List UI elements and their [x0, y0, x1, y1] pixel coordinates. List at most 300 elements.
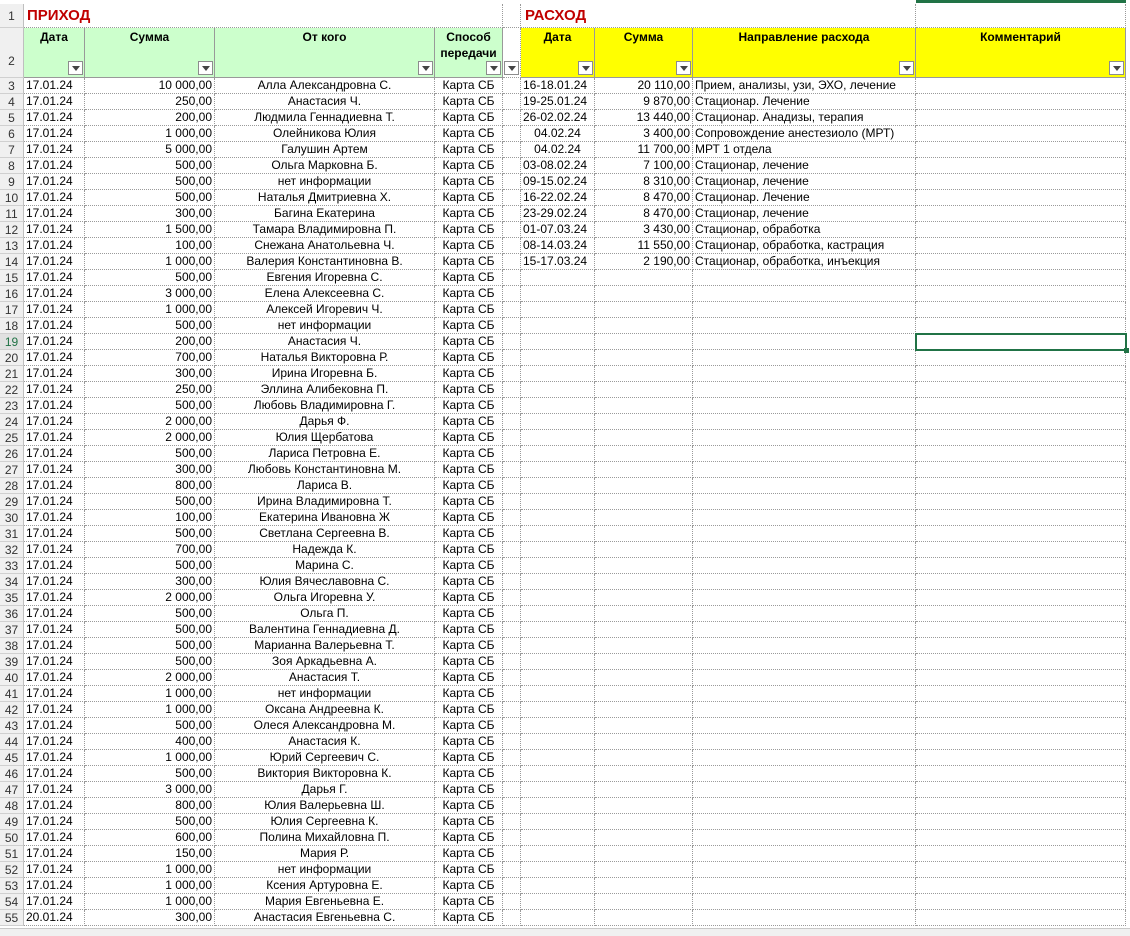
expense-date-cell[interactable]: 09-15.02.24: [521, 174, 595, 190]
empty-cell[interactable]: [503, 686, 521, 702]
row-header[interactable]: 20: [0, 350, 24, 366]
row-header[interactable]: 44: [0, 734, 24, 750]
expense-comment-cell[interactable]: [916, 78, 1126, 94]
income-amount-cell[interactable]: 400,00: [85, 734, 215, 750]
income-date-cell[interactable]: 17.01.24: [24, 558, 85, 574]
empty-cell[interactable]: [503, 542, 521, 558]
income-from-cell[interactable]: Багина Екатерина: [215, 206, 435, 222]
income-date-cell[interactable]: 17.01.24: [24, 430, 85, 446]
income-method-cell[interactable]: Карта СБ: [435, 398, 503, 414]
income-from-cell[interactable]: Евгения Игоревна С.: [215, 270, 435, 286]
row-header[interactable]: 38: [0, 638, 24, 654]
selected-cell-outline[interactable]: [915, 333, 1127, 351]
expense-direction-cell[interactable]: [693, 382, 916, 398]
row-header[interactable]: 47: [0, 782, 24, 798]
empty-cell[interactable]: [503, 654, 521, 670]
expense-direction-header[interactable]: [693, 28, 916, 78]
income-from-cell[interactable]: Анастасия Ч.: [215, 334, 435, 350]
expense-comment-cell[interactable]: [916, 158, 1126, 174]
income-amount-cell[interactable]: 1 000,00: [85, 862, 215, 878]
expense-comment-cell[interactable]: [916, 110, 1126, 126]
expense-date-cell[interactable]: 23-29.02.24: [521, 206, 595, 222]
empty-cell[interactable]: [503, 110, 521, 126]
expense-amount-cell[interactable]: 13 440,00: [595, 110, 693, 126]
empty-cell[interactable]: [503, 734, 521, 750]
income-from-cell[interactable]: Наталья Викторовна Р.: [215, 350, 435, 366]
income-amount-cell[interactable]: 10 000,00: [85, 78, 215, 94]
income-date-cell[interactable]: 17.01.24: [24, 782, 85, 798]
row-header[interactable]: 43: [0, 718, 24, 734]
income-date-cell[interactable]: 17.01.24: [24, 302, 85, 318]
filter-dropdown-icon[interactable]: [578, 61, 593, 75]
income-from-cell[interactable]: Наталья Дмитриевна Х.: [215, 190, 435, 206]
income-from-cell[interactable]: Елена Алексеевна С.: [215, 286, 435, 302]
row-header[interactable]: 15: [0, 270, 24, 286]
expense-amount-cell[interactable]: [595, 590, 693, 606]
expense-direction-cell[interactable]: [693, 318, 916, 334]
expense-comment-cell[interactable]: [916, 846, 1126, 862]
expense-amount-cell[interactable]: 8 470,00: [595, 206, 693, 222]
income-from-cell[interactable]: Снежана Анатольевна Ч.: [215, 238, 435, 254]
income-from-cell[interactable]: Марианна Валерьевна Т.: [215, 638, 435, 654]
expense-amount-cell[interactable]: [595, 302, 693, 318]
row-header[interactable]: 54: [0, 894, 24, 910]
row-header[interactable]: 14: [0, 254, 24, 270]
income-method-cell[interactable]: Карта СБ: [435, 190, 503, 206]
expense-direction-cell[interactable]: [693, 910, 916, 926]
empty-cell[interactable]: [503, 830, 521, 846]
row-header[interactable]: 52: [0, 862, 24, 878]
expense-amount-cell[interactable]: 3 430,00: [595, 222, 693, 238]
expense-comment-cell[interactable]: [916, 526, 1126, 542]
income-from-cell[interactable]: Галушин Артем: [215, 142, 435, 158]
income-amount-cell[interactable]: 300,00: [85, 574, 215, 590]
income-amount-cell[interactable]: 200,00: [85, 110, 215, 126]
empty-cell[interactable]: [503, 350, 521, 366]
expense-date-cell[interactable]: [521, 878, 595, 894]
income-date-cell[interactable]: 17.01.24: [24, 878, 85, 894]
expense-date-cell[interactable]: [521, 638, 595, 654]
income-amount-cell[interactable]: 500,00: [85, 814, 215, 830]
row-header[interactable]: 29: [0, 494, 24, 510]
income-method-cell[interactable]: Карта СБ: [435, 862, 503, 878]
expense-amount-cell[interactable]: [595, 814, 693, 830]
expense-direction-cell[interactable]: [693, 686, 916, 702]
income-amount-cell[interactable]: 300,00: [85, 462, 215, 478]
expense-amount-cell[interactable]: [595, 414, 693, 430]
income-method-cell[interactable]: Карта СБ: [435, 702, 503, 718]
income-date-cell[interactable]: 17.01.24: [24, 734, 85, 750]
income-date-cell[interactable]: 17.01.24: [24, 702, 85, 718]
income-amount-cell[interactable]: 1 000,00: [85, 702, 215, 718]
row-header[interactable]: 5: [0, 110, 24, 126]
expense-comment-cell[interactable]: [916, 366, 1126, 382]
row-header[interactable]: 40: [0, 670, 24, 686]
expense-direction-cell[interactable]: [693, 558, 916, 574]
empty-cell[interactable]: [503, 894, 521, 910]
income-date-cell[interactable]: 17.01.24: [24, 286, 85, 302]
expense-date-cell[interactable]: [521, 558, 595, 574]
row-header[interactable]: 4: [0, 94, 24, 110]
empty-cell[interactable]: [503, 174, 521, 190]
expense-amount-cell[interactable]: 8 310,00: [595, 174, 693, 190]
income-date-cell[interactable]: 17.01.24: [24, 110, 85, 126]
income-method-cell[interactable]: Карта СБ: [435, 302, 503, 318]
expense-date-cell[interactable]: 01-07.03.24: [521, 222, 595, 238]
expense-amount-cell[interactable]: 9 870,00: [595, 94, 693, 110]
empty-cell[interactable]: [503, 558, 521, 574]
income-amount-cell[interactable]: 600,00: [85, 830, 215, 846]
income-amount-cell[interactable]: 500,00: [85, 638, 215, 654]
income-method-cell[interactable]: Карта СБ: [435, 510, 503, 526]
expense-date-cell[interactable]: [521, 846, 595, 862]
income-method-cell[interactable]: Карта СБ: [435, 462, 503, 478]
expense-amount-cell[interactable]: [595, 398, 693, 414]
empty-cell[interactable]: [503, 446, 521, 462]
income-date-cell[interactable]: 17.01.24: [24, 254, 85, 270]
income-date-cell[interactable]: 17.01.24: [24, 686, 85, 702]
empty-cell[interactable]: [503, 414, 521, 430]
expense-direction-cell[interactable]: [693, 478, 916, 494]
income-amount-cell[interactable]: 3 000,00: [85, 286, 215, 302]
income-method-cell[interactable]: Карта СБ: [435, 366, 503, 382]
expense-comment-cell[interactable]: [916, 894, 1126, 910]
income-date-cell[interactable]: 17.01.24: [24, 78, 85, 94]
empty-cell[interactable]: [916, 4, 1126, 28]
expense-comment-cell[interactable]: [916, 350, 1126, 366]
row-header[interactable]: 48: [0, 798, 24, 814]
expense-direction-cell[interactable]: Сопровождение анестезиоло (МРТ): [693, 126, 916, 142]
expense-amount-cell[interactable]: [595, 286, 693, 302]
expense-date-cell[interactable]: [521, 510, 595, 526]
expense-date-cell[interactable]: [521, 382, 595, 398]
expense-amount-cell[interactable]: [595, 862, 693, 878]
row-header[interactable]: 28: [0, 478, 24, 494]
filter-dropdown-icon[interactable]: [899, 61, 914, 75]
income-date-cell[interactable]: 17.01.24: [24, 670, 85, 686]
expense-date-cell[interactable]: [521, 686, 595, 702]
income-amount-cell[interactable]: 500,00: [85, 158, 215, 174]
expense-amount-cell[interactable]: 20 110,00: [595, 78, 693, 94]
expense-direction-cell[interactable]: [693, 542, 916, 558]
income-from-cell[interactable]: Людмила Геннадиевна Т.: [215, 110, 435, 126]
filter-dropdown-icon[interactable]: [504, 61, 519, 75]
income-method-cell[interactable]: Карта СБ: [435, 478, 503, 494]
expense-comment-cell[interactable]: [916, 670, 1126, 686]
income-method-cell[interactable]: Карта СБ: [435, 286, 503, 302]
expense-direction-cell[interactable]: [693, 398, 916, 414]
expense-direction-cell[interactable]: [693, 526, 916, 542]
income-amount-cell[interactable]: 1 000,00: [85, 254, 215, 270]
expense-amount-cell[interactable]: [595, 558, 693, 574]
expense-direction-cell[interactable]: [693, 798, 916, 814]
row-header[interactable]: 42: [0, 702, 24, 718]
expense-date-cell[interactable]: 19-25.01.24: [521, 94, 595, 110]
income-amount-cell[interactable]: 500,00: [85, 766, 215, 782]
expense-date-cell[interactable]: 26-02.02.24: [521, 110, 595, 126]
income-method-cell[interactable]: Карта СБ: [435, 766, 503, 782]
income-method-cell[interactable]: Карта СБ: [435, 558, 503, 574]
income-method-cell[interactable]: Карта СБ: [435, 590, 503, 606]
empty-cell[interactable]: [503, 206, 521, 222]
income-amount-cell[interactable]: 250,00: [85, 94, 215, 110]
filter-dropdown-icon[interactable]: [418, 61, 433, 75]
income-amount-cell[interactable]: 1 000,00: [85, 894, 215, 910]
income-method-cell[interactable]: Карта СБ: [435, 830, 503, 846]
income-date-cell[interactable]: 17.01.24: [24, 398, 85, 414]
expense-direction-cell[interactable]: [693, 654, 916, 670]
expense-comment-cell[interactable]: [916, 94, 1126, 110]
income-date-cell[interactable]: 17.01.24: [24, 862, 85, 878]
empty-cell[interactable]: [503, 526, 521, 542]
income-amount-cell[interactable]: 1 000,00: [85, 750, 215, 766]
expense-comment-cell[interactable]: [916, 750, 1126, 766]
row-header[interactable]: 51: [0, 846, 24, 862]
row-header[interactable]: 50: [0, 830, 24, 846]
row-header[interactable]: 21: [0, 366, 24, 382]
empty-cell[interactable]: [503, 670, 521, 686]
income-method-cell[interactable]: Карта СБ: [435, 382, 503, 398]
expense-amount-cell[interactable]: [595, 718, 693, 734]
row-header[interactable]: 9: [0, 174, 24, 190]
expense-date-cell[interactable]: [521, 430, 595, 446]
income-date-cell[interactable]: 17.01.24: [24, 382, 85, 398]
expense-date-cell[interactable]: [521, 862, 595, 878]
income-from-cell[interactable]: Марина С.: [215, 558, 435, 574]
empty-cell[interactable]: [503, 750, 521, 766]
expense-amount-cell[interactable]: [595, 446, 693, 462]
income-amount-header[interactable]: [85, 28, 215, 78]
expense-direction-cell[interactable]: [693, 814, 916, 830]
expense-date-cell[interactable]: [521, 526, 595, 542]
row-header[interactable]: 30: [0, 510, 24, 526]
row-header[interactable]: 17: [0, 302, 24, 318]
income-amount-cell[interactable]: 500,00: [85, 270, 215, 286]
expense-date-cell[interactable]: [521, 462, 595, 478]
row-header[interactable]: 10: [0, 190, 24, 206]
expense-comment-cell[interactable]: [916, 910, 1126, 926]
expense-comment-cell[interactable]: [916, 686, 1126, 702]
income-method-cell[interactable]: Карта СБ: [435, 446, 503, 462]
expense-comment-cell[interactable]: [916, 430, 1126, 446]
expense-direction-cell[interactable]: [693, 846, 916, 862]
expense-direction-cell[interactable]: [693, 510, 916, 526]
empty-cell[interactable]: [503, 382, 521, 398]
income-date-cell[interactable]: 17.01.24: [24, 766, 85, 782]
row-header[interactable]: 27: [0, 462, 24, 478]
income-method-cell[interactable]: Карта СБ: [435, 142, 503, 158]
row-header[interactable]: 34: [0, 574, 24, 590]
row-header[interactable]: 31: [0, 526, 24, 542]
expense-direction-cell[interactable]: [693, 574, 916, 590]
expense-date-cell[interactable]: [521, 302, 595, 318]
empty-cell[interactable]: [503, 814, 521, 830]
row-header[interactable]: 36: [0, 606, 24, 622]
expense-comment-cell[interactable]: [916, 654, 1126, 670]
expense-comment-cell[interactable]: [916, 766, 1126, 782]
income-date-cell[interactable]: 17.01.24: [24, 830, 85, 846]
empty-cell[interactable]: [503, 510, 521, 526]
expense-direction-cell[interactable]: [693, 830, 916, 846]
row-header[interactable]: 8: [0, 158, 24, 174]
empty-cell[interactable]: [503, 910, 521, 926]
income-date-cell[interactable]: 17.01.24: [24, 462, 85, 478]
row-header[interactable]: 26: [0, 446, 24, 462]
expense-direction-cell[interactable]: [693, 862, 916, 878]
income-amount-cell[interactable]: 1 000,00: [85, 302, 215, 318]
income-method-cell[interactable]: Карта СБ: [435, 878, 503, 894]
expense-direction-cell[interactable]: [693, 782, 916, 798]
empty-cell[interactable]: [503, 254, 521, 270]
income-method-cell[interactable]: Карта СБ: [435, 94, 503, 110]
income-from-cell[interactable]: Тамара Владимировна П.: [215, 222, 435, 238]
income-from-cell[interactable]: Лариса В.: [215, 478, 435, 494]
empty-cell[interactable]: [503, 302, 521, 318]
expense-date-cell[interactable]: [521, 270, 595, 286]
row-header[interactable]: 49: [0, 814, 24, 830]
row-header[interactable]: 12: [0, 222, 24, 238]
income-amount-cell[interactable]: 800,00: [85, 478, 215, 494]
income-from-cell[interactable]: Мария Евгеньевна Е.: [215, 894, 435, 910]
expense-date-cell[interactable]: [521, 750, 595, 766]
income-amount-cell[interactable]: 2 000,00: [85, 430, 215, 446]
expense-amount-cell[interactable]: [595, 654, 693, 670]
expense-comment-cell[interactable]: [916, 446, 1126, 462]
income-date-cell[interactable]: 17.01.24: [24, 142, 85, 158]
income-amount-cell[interactable]: 250,00: [85, 382, 215, 398]
expense-comment-cell[interactable]: [916, 494, 1126, 510]
income-amount-cell[interactable]: 700,00: [85, 350, 215, 366]
expense-direction-cell[interactable]: Стационар, лечение: [693, 174, 916, 190]
expense-comment-cell[interactable]: [916, 606, 1126, 622]
expense-amount-cell[interactable]: [595, 798, 693, 814]
income-method-cell[interactable]: Карта СБ: [435, 414, 503, 430]
row-header[interactable]: 53: [0, 878, 24, 894]
expense-date-cell[interactable]: [521, 782, 595, 798]
expense-amount-cell[interactable]: 3 400,00: [595, 126, 693, 142]
row-header[interactable]: 2: [0, 28, 24, 78]
expense-date-cell[interactable]: [521, 318, 595, 334]
row-header[interactable]: 23: [0, 398, 24, 414]
income-from-cell[interactable]: Анастасия К.: [215, 734, 435, 750]
income-method-cell[interactable]: Карта СБ: [435, 110, 503, 126]
expense-direction-cell[interactable]: [693, 718, 916, 734]
income-date-cell[interactable]: 17.01.24: [24, 510, 85, 526]
empty-cell[interactable]: [503, 334, 521, 350]
expense-amount-cell[interactable]: [595, 622, 693, 638]
income-method-cell[interactable]: Карта СБ: [435, 494, 503, 510]
income-method-cell[interactable]: Карта СБ: [435, 542, 503, 558]
expense-direction-cell[interactable]: [693, 894, 916, 910]
income-method-cell[interactable]: Карта СБ: [435, 734, 503, 750]
expense-comment-cell[interactable]: [916, 254, 1126, 270]
empty-cell[interactable]: [503, 766, 521, 782]
expense-direction-cell[interactable]: Стационар. Лечение: [693, 190, 916, 206]
expense-amount-cell[interactable]: [595, 334, 693, 350]
expense-date-cell[interactable]: 16-18.01.24: [521, 78, 595, 94]
expense-comment-cell[interactable]: [916, 814, 1126, 830]
income-from-cell[interactable]: Анастасия Евгеньевна С.: [215, 910, 435, 926]
empty-cell[interactable]: [503, 142, 521, 158]
expense-comment-cell[interactable]: [916, 382, 1126, 398]
expense-direction-cell[interactable]: [693, 286, 916, 302]
income-method-cell[interactable]: Карта СБ: [435, 78, 503, 94]
income-method-cell[interactable]: Карта СБ: [435, 318, 503, 334]
income-amount-cell[interactable]: 500,00: [85, 318, 215, 334]
income-from-cell[interactable]: Полина Михайловна П.: [215, 830, 435, 846]
expense-direction-cell[interactable]: Стационар, лечение: [693, 158, 916, 174]
income-date-cell[interactable]: 17.01.24: [24, 318, 85, 334]
income-amount-cell[interactable]: 100,00: [85, 238, 215, 254]
expense-direction-cell[interactable]: [693, 366, 916, 382]
expense-direction-cell[interactable]: [693, 606, 916, 622]
expense-direction-cell[interactable]: [693, 734, 916, 750]
income-amount-cell[interactable]: 500,00: [85, 606, 215, 622]
income-method-cell[interactable]: Карта СБ: [435, 350, 503, 366]
expense-amount-cell[interactable]: [595, 366, 693, 382]
income-date-cell[interactable]: 17.01.24: [24, 94, 85, 110]
filter-dropdown-icon[interactable]: [198, 61, 213, 75]
income-from-cell[interactable]: Надежда К.: [215, 542, 435, 558]
empty-cell[interactable]: [503, 238, 521, 254]
empty-cell[interactable]: [503, 462, 521, 478]
income-amount-cell[interactable]: 300,00: [85, 366, 215, 382]
income-date-cell[interactable]: 17.01.24: [24, 206, 85, 222]
income-amount-cell[interactable]: 1 500,00: [85, 222, 215, 238]
income-date-cell[interactable]: 17.01.24: [24, 158, 85, 174]
empty-cell[interactable]: [503, 622, 521, 638]
income-date-cell[interactable]: 17.01.24: [24, 718, 85, 734]
income-method-cell[interactable]: Карта СБ: [435, 222, 503, 238]
expense-date-cell[interactable]: [521, 702, 595, 718]
row-header[interactable]: 3: [0, 78, 24, 94]
expense-amount-cell[interactable]: [595, 462, 693, 478]
income-date-cell[interactable]: 17.01.24: [24, 494, 85, 510]
expense-amount-cell[interactable]: [595, 734, 693, 750]
income-from-header[interactable]: [215, 28, 435, 78]
expense-amount-cell[interactable]: 8 470,00: [595, 190, 693, 206]
income-from-cell[interactable]: Светлана Сергеевна В.: [215, 526, 435, 542]
income-method-cell[interactable]: Карта СБ: [435, 238, 503, 254]
expense-comment-cell[interactable]: [916, 510, 1126, 526]
income-method-cell[interactable]: Карта СБ: [435, 158, 503, 174]
expense-date-cell[interactable]: [521, 718, 595, 734]
expense-comment-header[interactable]: [916, 28, 1126, 78]
income-date-cell[interactable]: 17.01.24: [24, 366, 85, 382]
expense-date-cell[interactable]: [521, 286, 595, 302]
expense-amount-cell[interactable]: [595, 574, 693, 590]
income-amount-cell[interactable]: 500,00: [85, 718, 215, 734]
income-method-cell[interactable]: Карта СБ: [435, 750, 503, 766]
empty-cell[interactable]: [503, 126, 521, 142]
empty-cell[interactable]: [503, 494, 521, 510]
income-amount-cell[interactable]: 1 000,00: [85, 686, 215, 702]
expense-amount-cell[interactable]: 7 100,00: [595, 158, 693, 174]
income-date-cell[interactable]: 17.01.24: [24, 654, 85, 670]
expense-amount-cell[interactable]: [595, 686, 693, 702]
income-method-cell[interactable]: Карта СБ: [435, 798, 503, 814]
income-from-cell[interactable]: Олейникова Юлия: [215, 126, 435, 142]
expense-comment-cell[interactable]: [916, 782, 1126, 798]
income-from-cell[interactable]: Анастасия Ч.: [215, 94, 435, 110]
expense-comment-cell[interactable]: [916, 590, 1126, 606]
expense-comment-cell[interactable]: [916, 398, 1126, 414]
empty-cell[interactable]: [503, 574, 521, 590]
income-method-cell[interactable]: Карта СБ: [435, 718, 503, 734]
expense-direction-cell[interactable]: [693, 302, 916, 318]
empty-cell[interactable]: [503, 782, 521, 798]
expense-date-cell[interactable]: [521, 574, 595, 590]
